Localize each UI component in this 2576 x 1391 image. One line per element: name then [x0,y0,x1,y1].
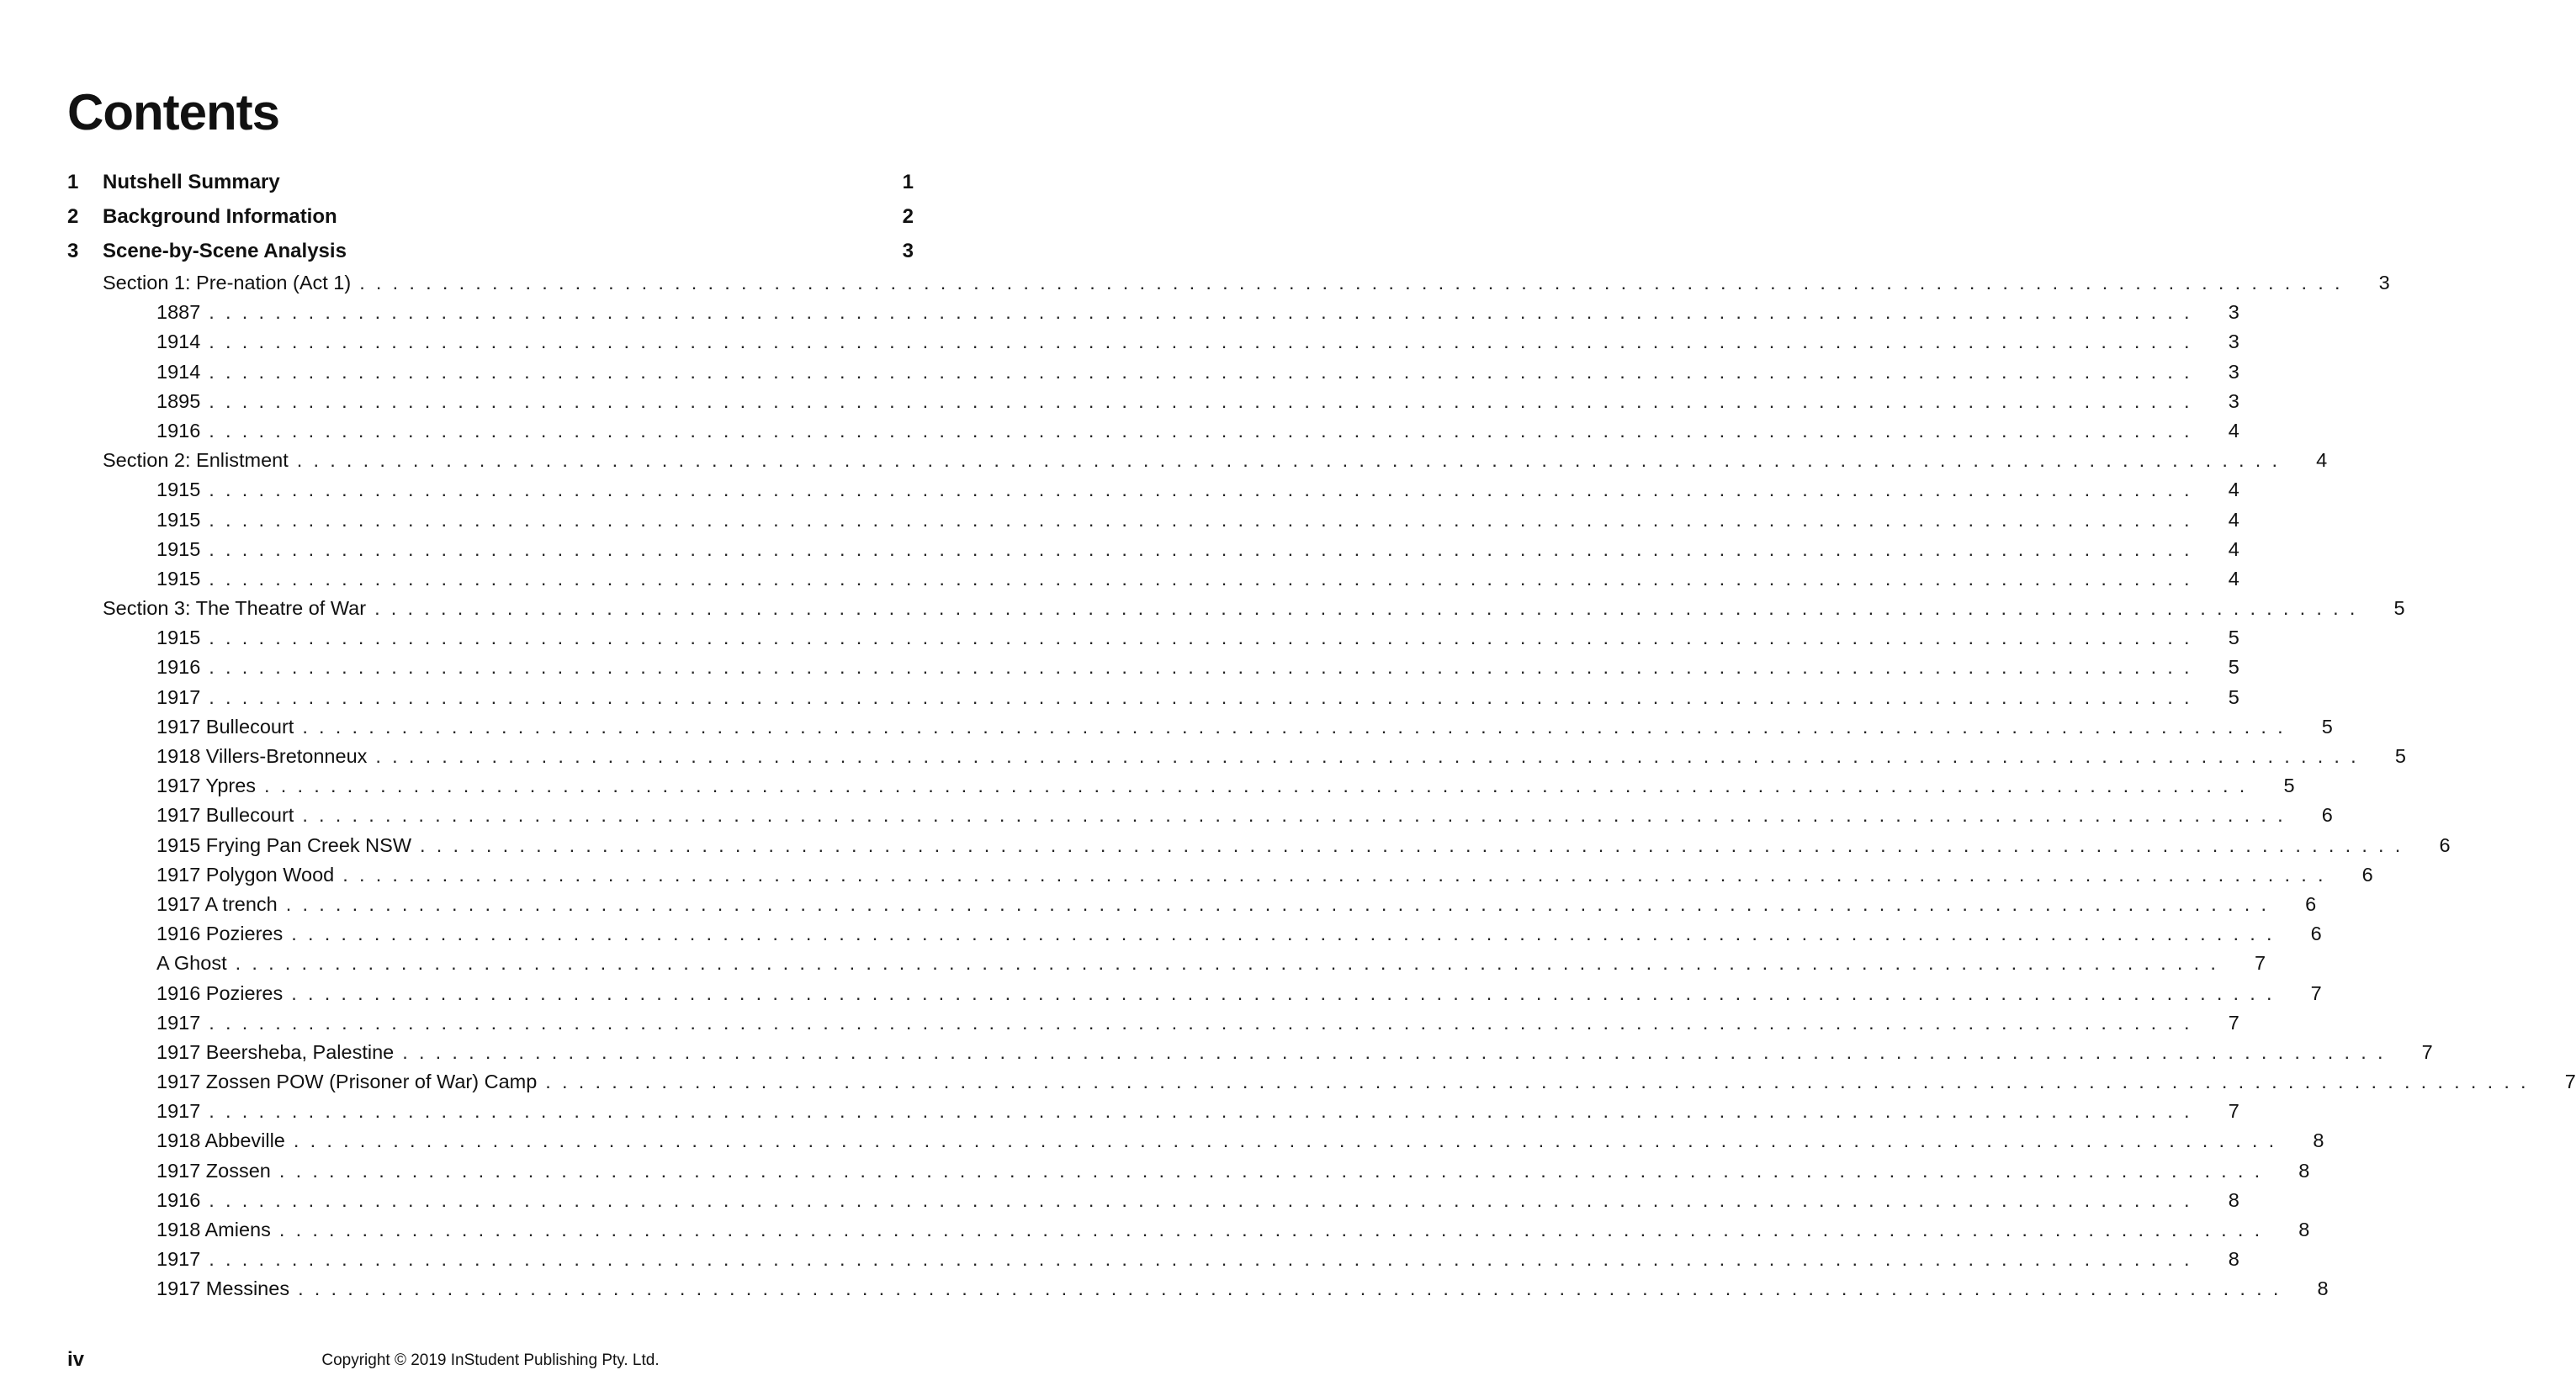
toc-entry-line [156,416,2239,446]
toc-entry-page: 5 [2228,685,2239,708]
toc-entry-title: 1918 Villers-Bretonneux [156,745,368,767]
toc-entry-line [156,890,2317,919]
toc-entry[interactable] [0,1186,2239,1215]
toc-entry-page: 7 [2564,1071,2576,1093]
toc-entry-title: 1914 [156,331,201,353]
toc-entry[interactable] [0,1067,2576,1097]
toc-entry-page: 8 [2317,1277,2329,1300]
toc-entry-page: 7 [2421,1040,2433,1063]
toc-entry-title: 1918 Abbeville [156,1129,285,1152]
toc-entry-page: 7 [2255,952,2266,975]
dot-leader: ........................................................................................................................ [278,1159,2271,1182]
toc-entry-title: 1917 [156,1248,201,1271]
toc-entry-title: 1887 [156,301,201,324]
toc-entry-title: 1917 [156,1100,201,1123]
toc-entry-line [156,831,2451,860]
dot-leader: ........................................................................................................................ [374,597,2367,620]
toc-entry-line [156,1008,2239,1038]
toc-entry-line [156,1067,2576,1097]
toc-entry-page: 3 [2228,360,2239,383]
toc-entry-line [156,860,2373,890]
chapter-number: 2 [67,205,79,228]
dot-leader: ........................................................................................................................ [235,952,2228,975]
toc-entry-title: 1917 Zossen POW (Prisoner of War) Camp [156,1071,538,1093]
dot-leader: ........................................................................................................................ [209,1188,2201,1211]
toc-entry-line [156,505,2239,535]
toc-entry[interactable] [0,327,2239,357]
dot-leader: ........................................................................................................................ [375,745,2367,767]
toc-entry[interactable] [0,357,2239,387]
toc-entry-page: 5 [2393,597,2405,620]
chapter-title: Nutshell Summary [103,171,280,193]
dot-leader: ........................................................................................................................ [291,981,2283,1004]
toc-entry-line [156,1126,2324,1156]
toc-entry-line [156,1097,2239,1126]
toc-entry-title: 1916 [156,1188,201,1211]
toc-entry-line [156,475,2239,505]
toc-entry-title: Section 1: Pre-nation (Act 1) [103,272,352,294]
toc-entry-page: 4 [2228,508,2239,531]
table-of-contents [0,165,2576,1304]
toc-entry[interactable] [0,1215,2310,1245]
toc-entry-title: 1917 Ypres [156,775,257,797]
dot-leader: ........................................................................................................................ [209,360,2201,383]
toc-entry-page: 8 [2298,1219,2310,1240]
dot-leader: ........................................................................................................................ [302,715,2294,738]
toc-chapter-3[interactable] [0,234,981,268]
dot-leader: ........................................................................................................................ [545,1071,2537,1093]
toc-entry[interactable] [0,1245,2239,1274]
toc-entry-line [156,1038,2433,1067]
toc-entry-line [156,387,2239,416]
toc-entry[interactable] [0,505,2239,535]
toc-entry[interactable] [0,387,2239,416]
toc-entry[interactable] [0,831,2451,860]
toc-entry-line [156,979,2322,1008]
toc-entry-title: 1917 [156,685,201,708]
toc-entry-page: 3 [2228,389,2239,412]
dot-leader: ........................................................................................................................ [209,537,2201,560]
toc-entry-page: 8 [2228,1248,2239,1271]
toc-entry-line [156,742,2406,771]
toc-entry[interactable] [0,860,2373,890]
toc-entry-title: 1917 A trench [156,892,278,915]
toc-entry[interactable] [0,742,2406,771]
toc-entry-title: 1915 [156,537,201,560]
dot-leader: ........................................................................................................................ [209,1248,2201,1271]
toc-entry-line [156,327,2239,357]
toc-entry-page: 4 [2228,537,2239,560]
toc-entry[interactable] [0,1008,2239,1038]
toc-entry-title: 1916 Pozieres [156,981,284,1004]
toc-entry-title: 1915 [156,567,201,590]
toc-entry-line [103,446,2328,475]
toc-entry[interactable] [0,979,2322,1008]
toc-entry-title: 1916 [156,656,201,679]
toc-entry-line [156,1186,2239,1215]
toc-entry-title: 1915 [156,479,201,501]
toc-entry-title: 1917 Polygon Wood [156,863,335,886]
toc-entry-line [156,1245,2239,1274]
toc-entry[interactable] [0,564,2239,594]
toc-entry-line [156,919,2322,949]
toc-entry-line [156,683,2239,712]
chapter-title: Scene-by-Scene Analysis [103,240,347,262]
dot-leader: ........................................................................................................................ [285,892,2278,915]
dot-leader: ........................................................................................................................ [302,804,2294,827]
toc-entry-line [156,535,2239,564]
toc-entry[interactable] [0,623,2239,653]
dot-leader: ........................................................................................................................ [209,1011,2201,1034]
dot-leader: ........................................................................................................................ [342,863,2335,886]
toc-entry[interactable] [0,1274,2329,1304]
toc-entry[interactable] [0,1156,2310,1186]
toc-section[interactable] [0,594,2405,623]
toc-entry-line [156,1156,2310,1186]
toc-entry-title: A Ghost [156,952,227,975]
toc-entry-page: 6 [2305,892,2317,915]
toc-entry-page: 6 [2310,923,2322,945]
toc-entry[interactable] [0,919,2322,949]
toc-entry-page: 4 [2228,567,2239,590]
dot-leader: ........................................................................................................................ [359,272,2351,294]
toc-entry-page: 8 [2313,1129,2324,1152]
toc-entry[interactable] [0,771,2295,801]
toc-entry-title: Section 2: Enlistment [103,449,289,472]
toc-entry[interactable] [0,1038,2433,1067]
toc-entry-page: 5 [2321,715,2333,738]
toc-entry-title: 1917 Messines [156,1277,290,1300]
toc-chapter-2[interactable] [0,199,981,234]
chapter-page: 2 [902,205,914,228]
toc-entry-page: 3 [2378,272,2390,294]
toc-entry-page: 4 [2316,449,2328,472]
toc-entry-line [156,564,2239,594]
chapter-page: 1 [902,171,914,193]
toc-entry-title: 1917 [156,1011,201,1034]
page-title: Contents [67,84,279,140]
toc-entry-title: 1916 [156,419,201,442]
dot-leader: ........................................................................................................................ [209,1100,2201,1123]
toc-entry-page: 3 [2228,301,2239,324]
toc-entry[interactable] [0,801,2333,830]
toc-entry-title: 1917 Zossen [156,1159,271,1182]
toc-entry-title: 1916 Pozieres [156,923,284,945]
toc-entry-title: Section 3: The Theatre of War [103,597,367,620]
toc-section[interactable] [0,268,2390,298]
toc-entry-title: 1917 Bullecourt [156,715,294,738]
toc-entry-page: 6 [2439,833,2451,856]
toc-entry-page: 5 [2228,627,2239,649]
chapter-title: Background Information [103,205,337,228]
dot-leader: ........................................................................................................................ [420,833,2412,856]
toc-entry-line [156,298,2239,327]
toc-entry-page: 7 [2310,981,2322,1004]
dot-leader: ........................................................................................................................ [209,301,2201,324]
toc-entry-page: 8 [2228,1188,2239,1211]
toc-entry-line [156,1274,2329,1304]
page-number: iv [67,1348,85,1371]
toc-entry[interactable] [0,712,2333,742]
dot-leader: ........................................................................................................................ [291,923,2283,945]
dot-leader: ........................................................................................................................ [209,419,2201,442]
toc-entry-page: 5 [2283,775,2295,797]
toc-entry[interactable] [0,653,2239,682]
chapter-page: 3 [902,240,914,262]
toc-entry-line [156,712,2333,742]
chapter-number: 1 [67,171,79,193]
toc-entry-title: 1915 [156,627,201,649]
dot-leader: ........................................................................................................................ [264,775,2256,797]
dot-leader: ........................................................................................................................ [209,567,2201,590]
toc-entry-page: 7 [2228,1100,2239,1123]
toc-entry[interactable] [0,949,2266,978]
toc-entry-line [103,268,2390,298]
toc-entry[interactable] [0,683,2239,712]
dot-leader: ........................................................................................................................ [402,1040,2394,1063]
toc-entry-title: 1918 Amiens [156,1219,271,1240]
toc-entry-line [156,1215,2310,1245]
toc-entry-page: 3 [2228,331,2239,353]
dot-leader: ........................................................................................................................ [209,685,2201,708]
toc-entry-page: 6 [2361,863,2373,886]
dot-leader: ........................................................................................................................ [296,449,2289,472]
toc-entry-line [156,949,2266,978]
toc-entry-title: 1915 Frying Pan Creek NSW [156,833,412,856]
toc-section[interactable] [0,446,2328,475]
toc-entry[interactable] [0,475,2239,505]
toc-entry-title: 1917 Bullecourt [156,804,294,827]
toc-entry-line [156,653,2239,682]
toc-entry[interactable] [0,1097,2239,1126]
toc-entry-title: 1917 Beersheba, Palestine [156,1040,395,1063]
toc-entry[interactable] [0,890,2317,919]
toc-entry-page: 6 [2321,804,2333,827]
dot-leader: ........................................................................................................................ [209,508,2201,531]
dot-leader: ........................................................................................................................ [209,656,2201,679]
toc-entry-title: 1915 [156,508,201,531]
toc-entry[interactable] [0,298,2239,327]
toc-entry-line [156,357,2239,387]
toc-entry-line [156,771,2295,801]
toc-entry-page: 5 [2394,745,2406,767]
toc-entry-page: 5 [2228,656,2239,679]
toc-entry-line [156,801,2333,830]
toc-entry[interactable] [0,535,2239,564]
copyright-notice: Copyright © 2019 InStudent Publishing Pty. Ltd. [321,1351,660,1369]
toc-entry-page: 4 [2228,419,2239,442]
toc-entry-page: 4 [2228,479,2239,501]
toc-entry-page: 7 [2228,1011,2239,1034]
dot-leader: ........................................................................................................................ [209,627,2201,649]
toc-entry-line [103,594,2405,623]
toc-entry-page: 8 [2298,1159,2310,1182]
dot-leader: ........................................................................................................................ [209,479,2201,501]
chapter-number: 3 [67,240,79,262]
toc-entry-title: 1895 [156,389,201,412]
toc-chapter-1[interactable] [0,165,981,199]
dot-leader: ........................................................................................................................ [298,1277,2290,1300]
toc-entry-title: 1914 [156,360,201,383]
toc-entry[interactable] [0,1126,2324,1156]
dot-leader: ........................................................................................................................ [209,331,2201,353]
dot-leader: ........................................................................................................................ [209,389,2201,412]
toc-entry[interactable] [0,416,2239,446]
toc-entry-line [156,623,2239,653]
dot-leader: ........................................................................................................................ [293,1129,2286,1152]
dot-leader: ........................................................................................................................ [278,1219,2271,1240]
toc-entries [0,268,2576,1304]
